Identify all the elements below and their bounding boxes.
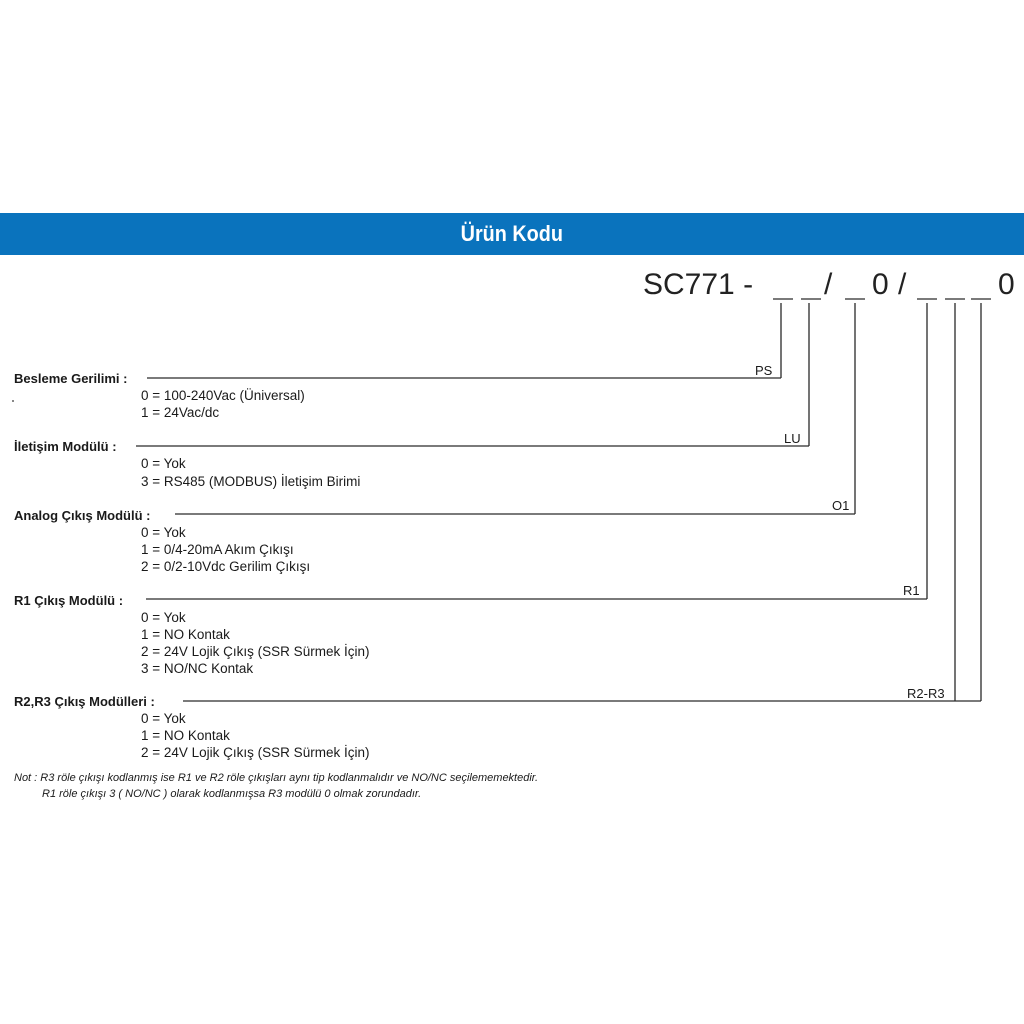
option-item: 0 = Yok xyxy=(141,711,186,726)
option-item: 0 = Yok xyxy=(141,456,186,471)
code-label-ps: PS xyxy=(755,363,773,378)
product-code-digit-end: 0 xyxy=(998,268,1015,301)
stray-dot xyxy=(12,400,14,402)
product-code-sep1: / xyxy=(824,268,833,301)
option-item: 1 = 0/4-20mA Akım Çıkışı xyxy=(141,542,294,557)
code-label-r2-r3: R2-R3 xyxy=(907,686,945,701)
option-item: 2 = 24V Lojik Çıkış (SSR Sürmek İçin) xyxy=(141,745,370,760)
product-code-model: SC771 - xyxy=(643,268,754,301)
note-line-2: R1 röle çıkışı 3 ( NO/NC ) olarak kodlanmışsa R3 modülü 0 olmak zorundadır. xyxy=(42,788,422,800)
note-line-1: Not : R3 röle çıkışı kodlanmış ise R1 ve R2 röle çıkışları aynı tip kodlanmalıdır ve NO/NC seçilememektedir. xyxy=(14,772,539,784)
option-item: 0 = Yok xyxy=(141,610,186,625)
option-item: 2 = 0/2-10Vdc Gerilim Çıkışı xyxy=(141,559,311,574)
option-item: 0 = 100-240Vac (Üniversal) xyxy=(141,388,305,403)
option-item: 0 = Yok xyxy=(141,525,186,540)
section-title-iletisim: İletişim Modülü : xyxy=(14,439,117,454)
option-item: 1 = NO Kontak xyxy=(141,627,230,642)
product-code-sep2: / xyxy=(898,268,907,301)
section-title-besleme: Besleme Gerilimi : xyxy=(14,371,128,386)
option-item: 1 = 24Vac/dc xyxy=(141,405,220,420)
option-item: 1 = NO Kontak xyxy=(141,728,230,743)
section-title-analog: Analog Çıkış Modülü : xyxy=(14,508,151,523)
header-title: Ürün Kodu xyxy=(460,221,564,246)
option-item: 3 = NO/NC Kontak xyxy=(141,661,254,676)
option-item: 3 = RS485 (MODBUS) İletişim Birimi xyxy=(141,474,361,489)
product-code-digit-o: 0 xyxy=(872,268,889,301)
code-label-lu: LU xyxy=(784,431,801,446)
code-label-o1: O1 xyxy=(832,498,850,513)
code-label-r1: R1 xyxy=(903,583,920,598)
option-item: 2 = 24V Lojik Çıkış (SSR Sürmek İçin) xyxy=(141,644,370,659)
section-title-r2-r3: R2,R3 Çıkış Modülleri : xyxy=(14,694,155,709)
section-title-r1: R1 Çıkış Modülü : xyxy=(14,593,124,608)
